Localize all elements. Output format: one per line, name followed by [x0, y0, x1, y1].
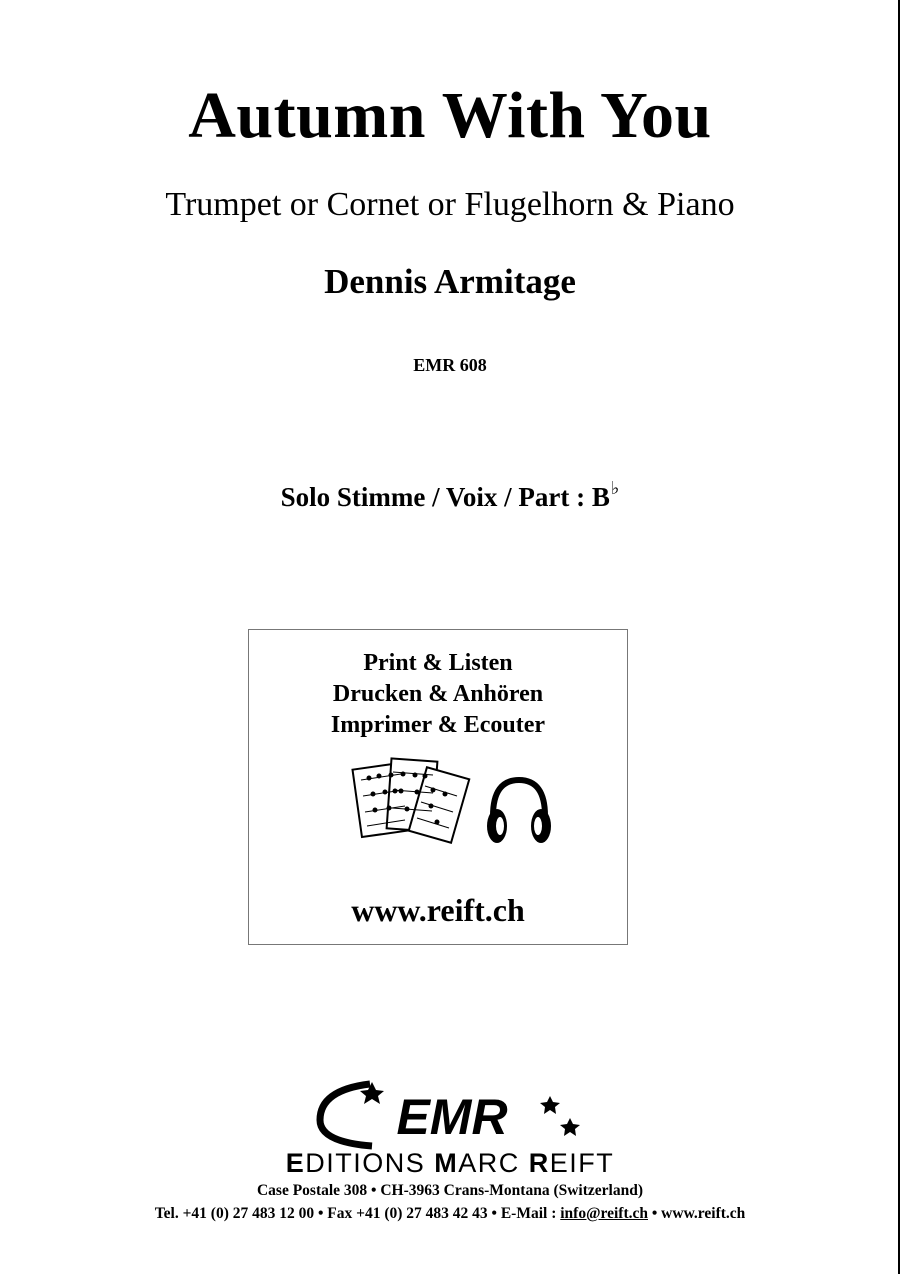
part-label: Solo Stimme / Voix / Part : B: [280, 482, 610, 512]
promo-line-fr: Imprimer & Ecouter: [330, 712, 546, 738]
instrumentation: Trumpet or Cornet or Flugelhorn & Piano: [165, 186, 735, 223]
emr-logo-icon: [312, 1076, 592, 1150]
publisher-word-editions: EDITIONS: [285, 1148, 426, 1178]
publisher-contact: [0, 1205, 900, 1223]
promo-line-en: Print & Listen: [363, 650, 513, 676]
promo-website: www.reift.ch: [351, 892, 525, 928]
piece-title: Autumn With You: [188, 79, 712, 152]
contact-website: • www.reift.ch: [648, 1205, 746, 1222]
catalog-number: EMR 608: [413, 355, 487, 375]
composer-name: Dennis Armitage: [324, 262, 576, 301]
publisher-word-marc: MARC: [434, 1148, 520, 1178]
flat-sign: ♭: [610, 478, 620, 498]
headphones-icon: [483, 772, 555, 850]
publisher-word-reift: REIFT: [528, 1148, 615, 1178]
publisher-name: [0, 1148, 900, 1179]
print-listen-box: [248, 629, 628, 945]
email-link[interactable]: info@reift.ch: [560, 1205, 648, 1222]
svg-text:EMR: EMR: [396, 1089, 508, 1145]
part-designation: [0, 478, 900, 513]
promo-line-de: Drucken & Anhören: [332, 681, 544, 707]
sheet-music-icon: [349, 756, 477, 846]
publisher-address: Case Postale 308 • CH-3963 Crans-Montana (Switzerland): [256, 1182, 643, 1199]
contact-phone-fax: Tel. +41 (0) 27 483 12 00 • Fax +41 (0) 27 483 42 43 • E-Mail :: [154, 1205, 561, 1222]
